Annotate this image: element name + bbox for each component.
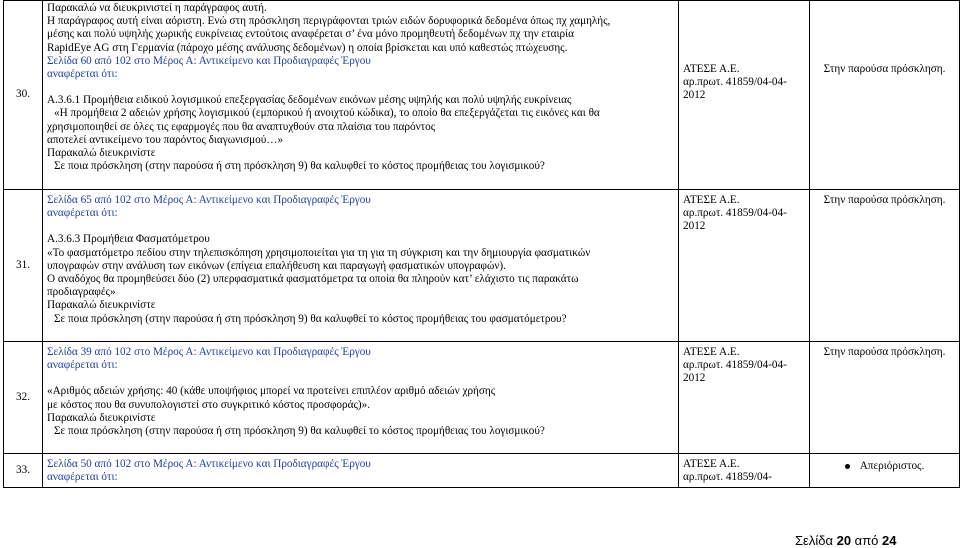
table-row: [4, 190, 960, 342]
answer-cell: [810, 1, 960, 190]
footer-middle: από: [851, 533, 883, 548]
quote-line: υπογραφών στην ανάλυση των εικόνων (επίγεια επαλήθευση και παραγωγή φασματικών υπογραφών).: [47, 259, 506, 272]
question-text: [43, 454, 679, 488]
page-reference-note: αναφέρεται ότι:: [47, 471, 118, 484]
protocol-year: 2012: [683, 89, 706, 101]
page-reference: Σελίδα 65 από 102 στο Μέρος Α: Αντικείμενο και Προδιαγραφές Έργου: [47, 194, 371, 206]
page-reference: Σελίδα 50 από 102 στο Μέρος Α: Αντικείμενο και Προδιαγραφές Έργου: [47, 458, 371, 470]
current-page: 20: [836, 533, 852, 548]
page-reference: Σελίδα 39 από 102 στο Μέρος Α: Αντικείμενο και Προδιαγραφές Έργου: [47, 346, 371, 358]
table-row: [4, 342, 960, 454]
quote-line: «Το φασματόμετρο πεδίου στην τηλεπισκόπηση χρησιμοποιείται για τη για τη σύγκριση και την δημιουργία φασματικών: [47, 246, 591, 259]
answer-text-wrapper: [814, 460, 955, 473]
request-line: Παρακαλώ διευκρινίστε: [47, 411, 156, 424]
submitter-cell: [679, 342, 810, 454]
submitter-name: ΑΤΕΣΕ Α.Ε.: [683, 458, 740, 470]
answer-cell: [810, 342, 960, 454]
question-line: Σε ποια πρόσκληση (στην παρούσα ή στη πρόσκληση 9) θα καλυφθεί το κόστος προμήθειας του λογισμικού?: [54, 425, 545, 438]
answer-text: Απεριόριστος.: [859, 460, 925, 472]
footer-prefix: Σελίδα: [795, 533, 837, 548]
submitter-cell: [679, 1, 810, 190]
bullet-icon: [845, 464, 850, 469]
answer-text: Στην παρούσα πρόσκληση.: [823, 63, 946, 75]
section-heading: Α.3.6.1 Προμήθεια ειδικού λογισμικού επεξεργασίας δεδομένων εικόνων μέσης υψηλής και πολύ υψηλής ευκρίνειας: [47, 94, 572, 107]
page-footer: [795, 533, 896, 548]
text-line: Η παράγραφος αυτή είναι αόριστη. Ενώ στη πρόσκληση περιγράφονται τριών ειδών δορυφορικά δεδομένα όπως πχ χαμηλής,: [47, 15, 611, 28]
answer-text: Στην παρούσα πρόσκληση.: [823, 346, 946, 358]
row-number: 31.: [4, 190, 43, 342]
protocol-number: αρ.πρωτ. 41859/04-: [683, 471, 772, 483]
quote-line: «Αριθμός αδειών χρήσης: 40 (κάθε υποψήφιος μπορεί να προτείνει επιπλέον αριθμό αδειών χρήσης: [47, 385, 496, 398]
quote-line: «Η προμήθεια 2 αδειών χρήσης λογισμικού (εμπορικού ή ανοιχτού κώδικα), το οποίο θα επεξεργάζεται τις εικόνες και θα: [54, 107, 600, 120]
row-number: 32.: [4, 342, 43, 454]
page-reference-note: αναφέρεται ότι:: [47, 68, 118, 81]
question-text: [43, 190, 679, 342]
row-number: 30.: [4, 1, 43, 190]
text-line: μέσης και πολύ υψηλής χωρικής ευκρίνειας εντούτοις αναφέρεται σ’ ένα μόνο προμηθευτή δεδομένων πχ την εταιρία: [47, 28, 574, 41]
protocol-number: αρ.πρωτ. 41859/04-04-: [683, 76, 787, 88]
quote-line: αποτελεί αντικείμενο του παρόντος διαγωνισμού…»: [47, 133, 284, 146]
quote-line: προδιαγραφές»: [47, 286, 116, 299]
submitter-name: ΑΤΕΣΕ Α.Ε.: [683, 346, 740, 358]
row-number: 33.: [4, 454, 43, 488]
submitter-cell: [679, 190, 810, 342]
submitter-cell: [679, 454, 810, 488]
protocol-year: 2012: [683, 372, 706, 384]
table-row: [4, 454, 960, 488]
total-pages: 24: [882, 533, 897, 548]
answer-cell: [810, 454, 960, 488]
quote-line: με κόστος που θα συνυπολογιστεί στο συγκριτικό κόστος προσφοράς)».: [47, 398, 371, 411]
request-line: Παρακαλώ διευκρινίστε: [47, 147, 156, 160]
request-line: Παρακαλώ διευκρινίστε: [47, 299, 156, 312]
quote-line: χρησιμοποιηθεί σε όλες τις εφαρμογές που θα αναπτυχθούν στα πλαίσια του παρόντος: [47, 120, 436, 133]
page-reference: Σελίδα 60 από 102 στο Μέρος Α: Αντικείμενο και Προδιαγραφές Έργου: [47, 54, 371, 67]
question-text: [43, 1, 679, 190]
question-text: [43, 342, 679, 454]
quote-line: Ο αναδόχος θα προμηθεύσει δύο (2) υπερφασματικά φασματόμετρα τα οποία θα πληρούν κατ’ ελάχιστο τις παρακάτω: [47, 273, 579, 286]
section-heading: Α.3.6.3 Προμήθεια Φασματόμετρου: [47, 233, 210, 246]
page-reference-note: αναφέρεται ότι:: [47, 359, 118, 372]
page-reference-note: αναφέρεται ότι:: [47, 207, 118, 220]
text-line: Παρακαλώ να διευκρινιστεί η παράγραφος αυτή.: [47, 2, 267, 14]
clarifications-table: [3, 0, 960, 488]
protocol-year: 2012: [683, 220, 706, 232]
answer-cell: [810, 190, 960, 342]
question-line: Σε ποια πρόσκληση (στην παρούσα ή στη πρόσκληση 9) θα καλυφθεί το κόστος προμήθειας του φασματόμετρου?: [54, 312, 567, 325]
text-line: RapidEye AG στη Γερμανία (πάροχο μέσης ανάλυσης δεδομένων) η οποία βρίσκεται και υπό καθεστώς πτώχευσης.: [47, 41, 568, 54]
submitter-name: ΑΤΕΣΕ Α.Ε.: [683, 194, 740, 206]
question-line: Σε ποια πρόσκληση (στην παρούσα ή στη πρόσκληση 9) θα καλυφθεί το κόστος προμήθειας του λογισμικού?: [54, 160, 545, 173]
answer-text: Στην παρούσα πρόσκληση.: [823, 194, 946, 206]
protocol-number: αρ.πρωτ. 41859/04-04-: [683, 207, 787, 219]
submitter-name: ΑΤΕΣΕ Α.Ε.: [683, 63, 740, 75]
table-row: [4, 1, 960, 190]
protocol-number: αρ.πρωτ. 41859/04-04-: [683, 359, 787, 371]
